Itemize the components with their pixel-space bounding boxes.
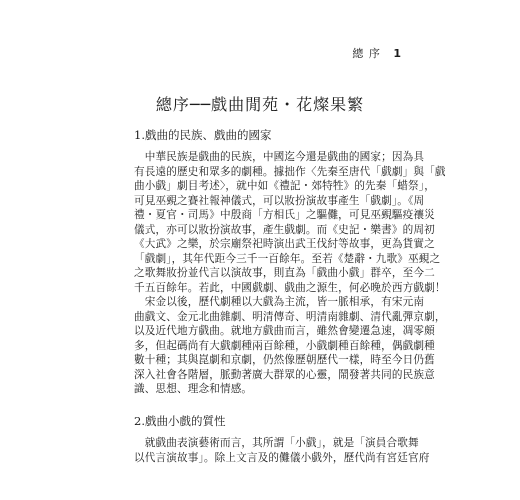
page-number: 1 — [393, 47, 402, 60]
text-line: 識、思想、理念和情感。 — [134, 383, 253, 395]
text-line: 有長遠的歷史和眾多的劇種。據拙作〈先秦至唐代「戲劇」與「戲 — [134, 165, 446, 178]
text-line: 曲小戲」劇目考述〉，就中如《禮記・郊特牲》的先秦「蜡祭」， — [134, 180, 435, 192]
text-line: 禮・夏官・司馬》中殷商「方相氏」之驅儺，可見巫覡驅疫禳災 — [134, 209, 435, 221]
text-line: 以代言演故事」。除上文言及的儺儀小戲外，歷代尚有宮廷官府 — [134, 451, 430, 464]
section-body-1 — [134, 150, 446, 397]
text-line: 千五百餘年。若此，中國戲劇、戲曲之源生，何必晚於西方戲劇！ — [134, 281, 446, 294]
text-line: 《大武》之樂，於宗廟祭祀時演出武王伐紂等故事，更為貨實之 — [134, 238, 435, 250]
section-body-2 — [134, 436, 430, 465]
section-heading-1: 1.戲曲的民族、戲曲的國家 — [134, 128, 272, 142]
running-head-title: 總 序 — [352, 47, 381, 60]
text-line: 以及近代地方戲曲。就地方戲曲而言，雖然會變遷急速，凋零頗 — [134, 325, 435, 337]
text-line: 儀式，亦可以妝扮演故事，產生戲劇。而《史記・樂書》的周初 — [134, 223, 435, 236]
section-heading-2: 2.戲曲小戲的質性 — [134, 414, 226, 428]
text-line: 中華民族是戲曲的民族，中國迄今還是戲曲的國家；因為具 — [134, 151, 425, 163]
text-line: 曲戲文、金元北曲雜劇、明清傳奇、明清南雜劇、清代亂彈京劇， — [134, 310, 446, 323]
text-line: 宋金以後，歷代劇種以大戲為主流，皆一脈相承，有宋元南 — [134, 296, 425, 308]
text-line: 「戲劇」，其年代距今三千一百餘年。至若《楚辭・九歌》巫覡之 — [134, 252, 441, 265]
text-line: 深入社會各階層，脈動著廣大群眾的心靈，鬧發著共同的民族意 — [134, 368, 435, 381]
running-head — [352, 45, 402, 61]
text-line: 可見巫覡之賽社報神儀式，可以妝扮演故事產生「戲劇」。《周 — [134, 194, 425, 207]
text-line: 多，但起碼尚有大戲劇種兩百餘種，小戲劇種百餘種，偶戲劇種 — [134, 339, 435, 352]
text-line: 數十種；其與崑劇和京劇，仍然像歷朝歷代一樣，時至今日仍舊 — [134, 354, 435, 366]
text-line: 就戲曲表演藝術而言，其所謂「小戲」，就是「演員合歌舞 — [134, 437, 419, 449]
chapter-title: 總序──戲曲閒苑・花燦果繁 — [155, 95, 365, 114]
text-line: 之歌舞妝扮並代言以演故事，則直為「戲曲小戲」群卒，至今二 — [134, 267, 435, 279]
